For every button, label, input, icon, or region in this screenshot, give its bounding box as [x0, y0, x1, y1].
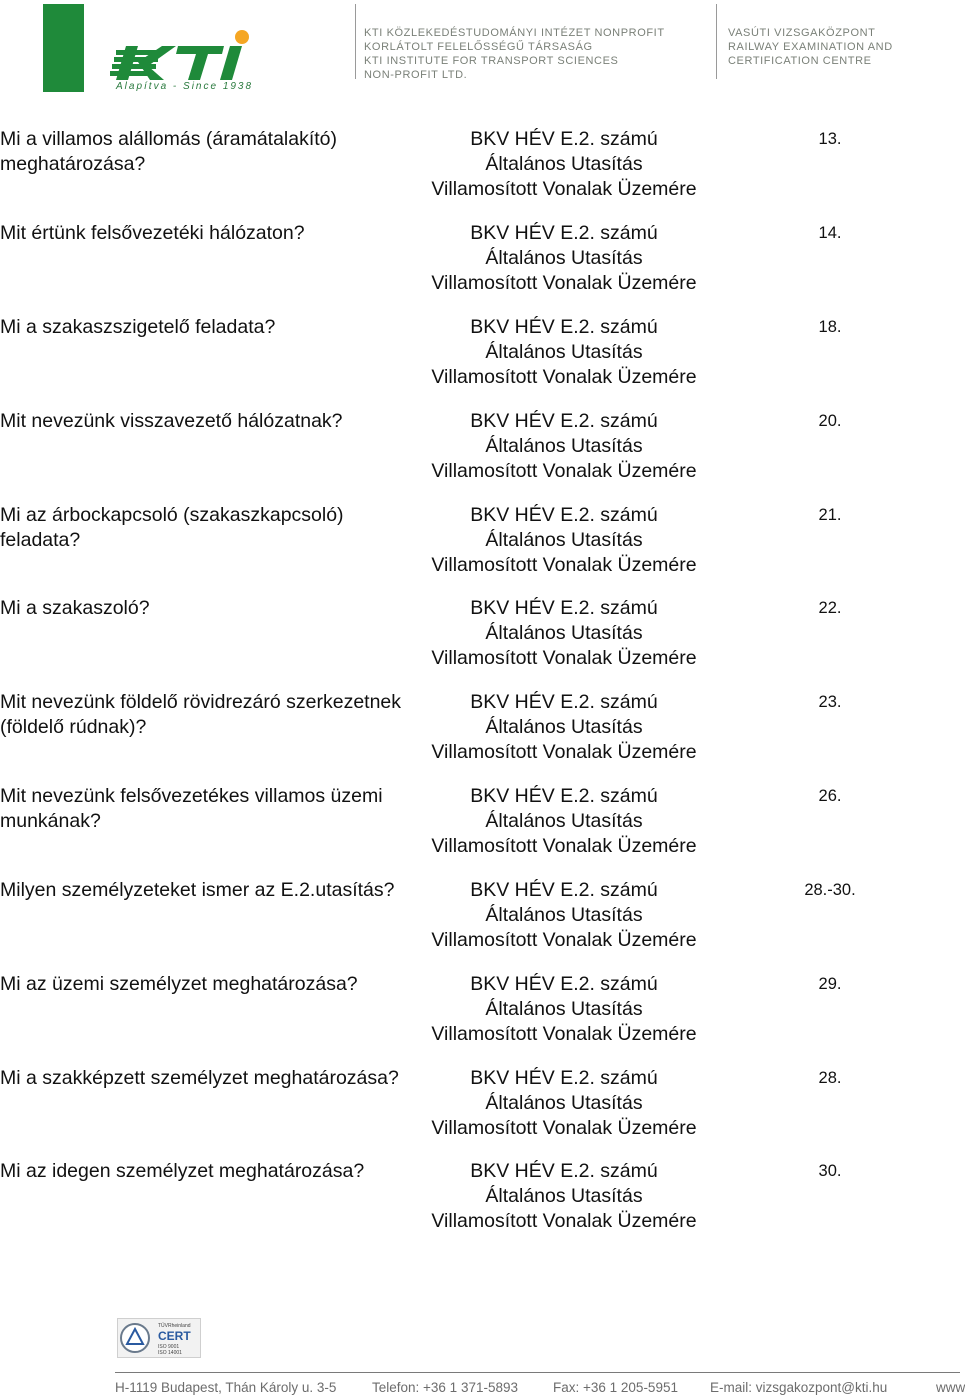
institute-line: KTI KÖZLEKEDÉSTUDOMÁNYI INTÉZET NONPROFIT [364, 27, 665, 39]
source-reference: BKV HÉV E.2. számú Általános Utasítás Villamosított Vonalak Üzemére [431, 1160, 697, 1232]
page-reference: 14. [818, 224, 842, 242]
page-reference: 20. [818, 412, 842, 430]
question-text: Mi a szakaszszigetelő feladata? [0, 316, 276, 338]
source-reference: BKV HÉV E.2. számú Általános Utasítás Villamosított Vonalak Üzemére [431, 128, 697, 200]
contact-footer [115, 1380, 965, 1400]
table-row [0, 503, 960, 597]
centre-line: VASÚTI VIZSGAKÖZPONT [728, 27, 876, 39]
table-row [0, 972, 960, 1066]
brand-bar [43, 4, 84, 92]
page-reference: 13. [818, 130, 842, 148]
source-reference: BKV HÉV E.2. számú Általános Utasítás Villamosított Vonalak Üzemére [431, 879, 697, 951]
source-reference: BKV HÉV E.2. számú Általános Utasítás Villamosított Vonalak Üzemére [431, 222, 697, 294]
footer-address: H-1119 Budapest, Thán Károly u. 3-5 [115, 1380, 337, 1395]
header-divider [355, 4, 356, 79]
table-row [0, 690, 960, 784]
page-reference: 30. [818, 1162, 842, 1180]
document-header [0, 0, 960, 110]
page-reference: 22. [818, 599, 842, 617]
question-text: Mi az idegen személyzet meghatározása? [0, 1160, 365, 1182]
question-text: Mi az árbockapcsoló (szakaszkapcsoló) feladata? [0, 504, 344, 551]
question-text: Mi a szakképzett személyzet meghatározása? [0, 1067, 399, 1089]
table-row [0, 221, 960, 315]
source-reference: BKV HÉV E.2. számú Általános Utasítás Villamosított Vonalak Üzemére [431, 785, 697, 857]
table-row [0, 315, 960, 409]
cert-iso: ISO 14001 [158, 1350, 182, 1356]
footer-web[interactable]: www [936, 1380, 965, 1395]
source-reference: BKV HÉV E.2. számú Általános Utasítás Villamosított Vonalak Üzemére [431, 504, 697, 576]
source-reference: BKV HÉV E.2. számú Általános Utasítás Villamosított Vonalak Üzemére [431, 316, 697, 388]
page-reference: 21. [818, 506, 842, 524]
question-text: Mi a szakaszoló? [0, 597, 150, 619]
header-divider [716, 4, 717, 79]
table-row [0, 596, 960, 690]
cert-brand: TÜVRheinland [158, 1323, 191, 1329]
certification-badge [117, 1318, 201, 1358]
cert-iso: ISO 9001 [158, 1344, 180, 1350]
table-row [0, 784, 960, 878]
footer-email[interactable]: E-mail: vizsgakozpont@kti.hu [710, 1380, 888, 1395]
question-text: Mi az üzemi személyzet meghatározása? [0, 973, 358, 995]
question-text: Milyen személyzeteket ismer az E.2.utasítás? [0, 879, 395, 901]
institute-line: NON-PROFIT LTD. [364, 69, 468, 81]
logo-tagline: Alapítva - Since 1938 [116, 81, 254, 92]
question-text: Mi a villamos alállomás (áramátalakító) meghatározása? [0, 128, 338, 175]
source-reference: BKV HÉV E.2. számú Általános Utasítás Villamosított Vonalak Üzemére [431, 973, 697, 1045]
footer-fax: Fax: +36 1 205-5951 [553, 1380, 678, 1395]
page-reference: 18. [818, 318, 842, 336]
source-reference: BKV HÉV E.2. számú Általános Utasítás Villamosított Vonalak Üzemére [431, 410, 697, 482]
table-row [0, 409, 960, 503]
centre-line: CERTIFICATION CENTRE [728, 55, 872, 67]
table-row [0, 127, 960, 221]
source-reference: BKV HÉV E.2. számú Általános Utasítás Villamosított Vonalak Üzemére [431, 597, 697, 669]
table-row [0, 1066, 960, 1160]
question-text: Mit nevezünk földelő rövidrezáró szerkezetnek (földelő rúdnak)? [0, 691, 402, 738]
question-text: Mit nevezünk felsővezetékes villamos üzemi munkának? [0, 785, 383, 832]
question-text: Mit nevezünk visszavezető hálózatnak? [0, 410, 343, 432]
footer-phone: Telefon: +36 1 371-5893 [372, 1380, 518, 1395]
source-reference: BKV HÉV E.2. számú Általános Utasítás Villamosított Vonalak Üzemére [431, 1067, 697, 1139]
table-row [0, 878, 960, 972]
page-reference: 23. [818, 693, 842, 711]
footer-divider [115, 1372, 960, 1373]
tuv-cert-icon [118, 1319, 200, 1357]
page-reference: 26. [818, 787, 842, 805]
institute-line: KTI INSTITUTE FOR TRANSPORT SCIENCES [364, 55, 619, 67]
question-text: Mit értünk felsővezetéki hálózaton? [0, 222, 305, 244]
institute-line: KORLÁTOLT FELELŐSSÉGŰ TÁRSASÁG [364, 41, 593, 53]
institute-name [364, 26, 665, 82]
centre-name [728, 26, 893, 68]
centre-line: RAILWAY EXAMINATION AND [728, 41, 893, 53]
cert-label: CERT [158, 1329, 191, 1343]
page-reference: 28.-30. [804, 881, 856, 899]
page-reference: 29. [818, 975, 842, 993]
page-reference: 28. [818, 1069, 842, 1087]
source-reference: BKV HÉV E.2. számú Általános Utasítás Villamosított Vonalak Üzemére [431, 691, 697, 763]
table-row [0, 1159, 960, 1253]
